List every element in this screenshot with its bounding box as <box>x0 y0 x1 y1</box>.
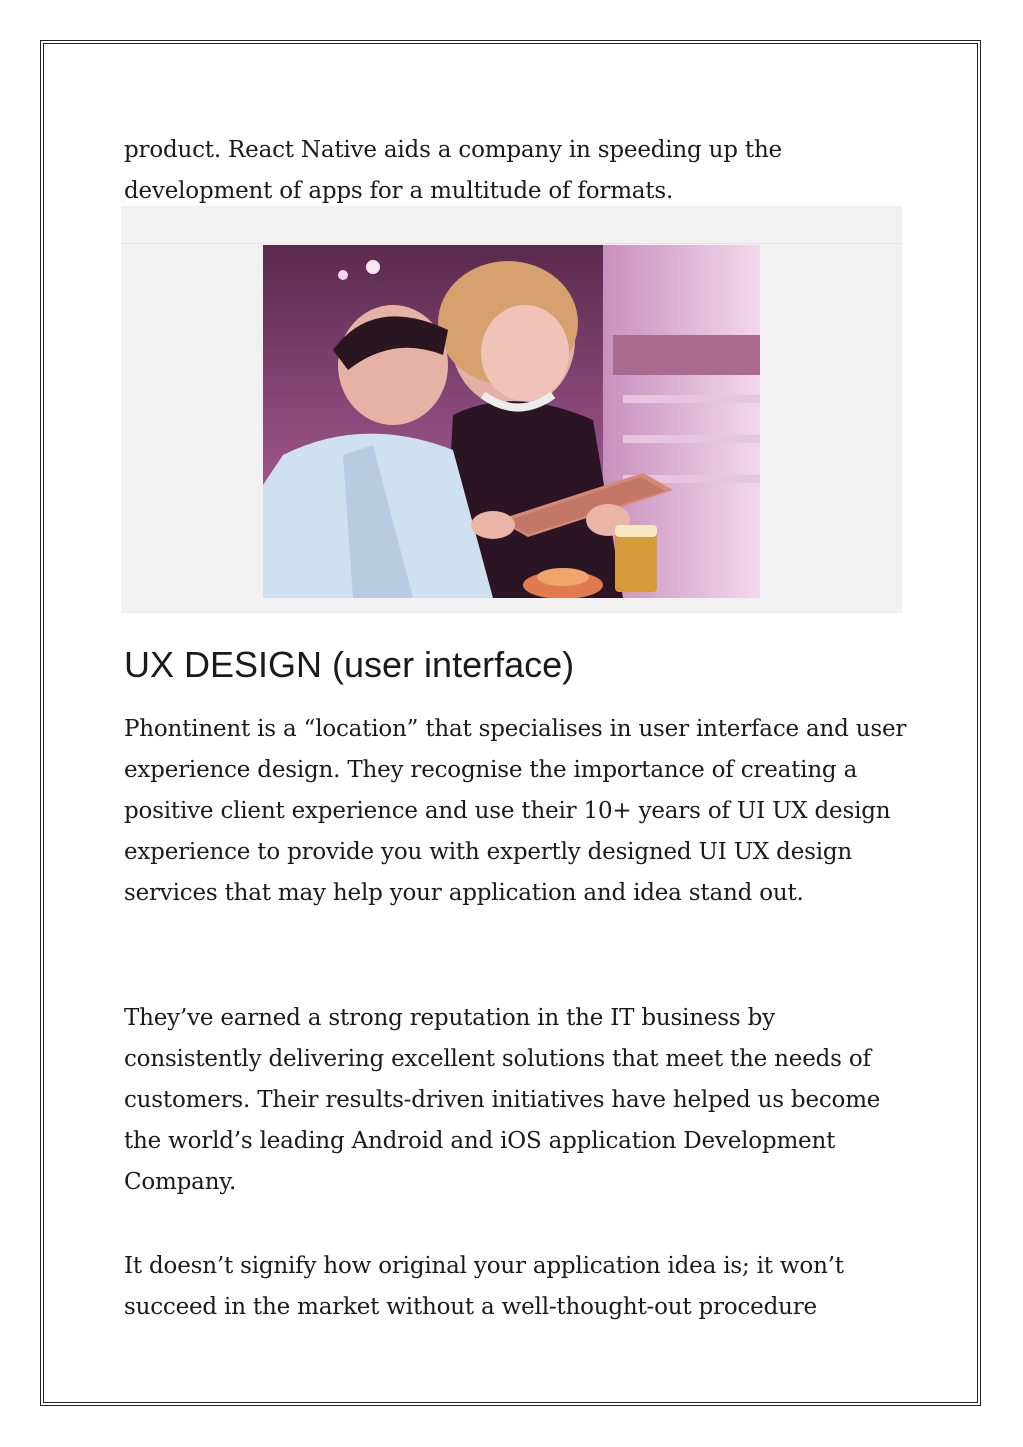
figure <box>121 206 902 613</box>
figure-divider <box>121 243 902 244</box>
paragraph: It doesn’t signify how original your application idea is; it won’t succeed in the market without a well-thought-out procedure <box>124 1253 844 1320</box>
paragraph: Phontinent is a “location” that specialises in user interface and user experience design. They recognise the importance of creating a positive client experience and use their 10+ years of UI UX design experience to provide you with expertly designed UI UX design services that may help your application and idea stand out. <box>124 716 907 906</box>
section-heading: UX DESIGN (user interface) <box>124 644 575 685</box>
paragraph: They’ve earned a strong reputation in the IT business by consistently delivering excellent solutions that meet the needs of customers. Their results-driven initiatives have helped us become the world’s leading Android and iOS application Development Company. <box>124 1005 881 1195</box>
people-with-tablet-photo <box>263 245 760 598</box>
intro-paragraph: product. React Native aids a company in speeding up the development of apps for a multitude of formats. <box>124 137 782 204</box>
